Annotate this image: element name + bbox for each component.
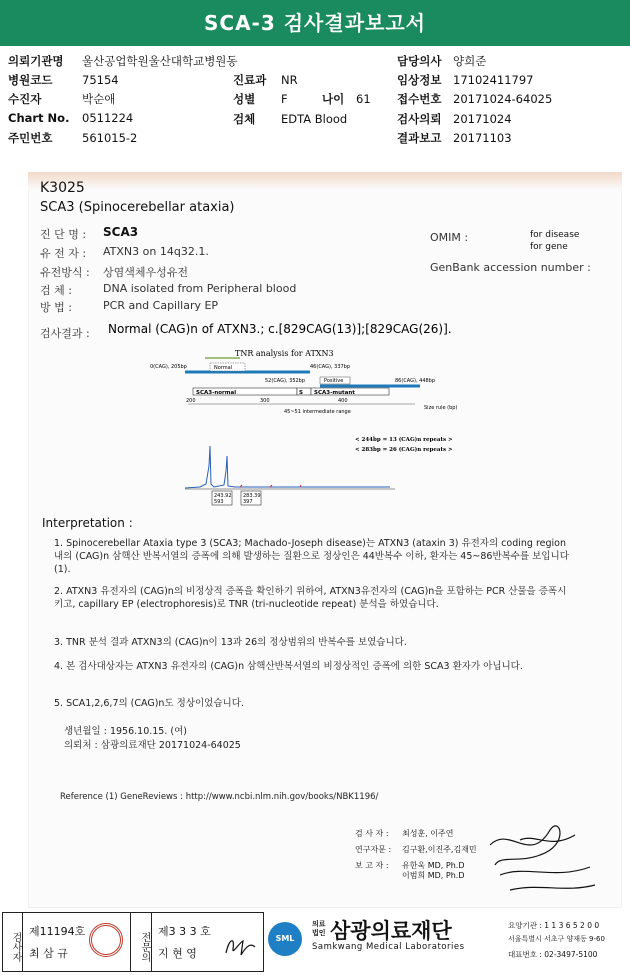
peak1-size: 243.92 xyxy=(214,493,232,499)
tnr-figure xyxy=(140,346,480,506)
institution-code: 요양기관 : 1 1 3 6 5 2 0 0 xyxy=(508,921,600,930)
fig-intermediate: 45~51 intermediate range xyxy=(284,409,351,415)
omim-gene: for gene xyxy=(530,242,568,252)
fig-repeat2: < 283bp = 26 (CAG)n repeats > xyxy=(355,447,453,453)
handwritten-signature xyxy=(480,805,600,900)
clinical-label: 임상정보 xyxy=(397,73,442,87)
test-name: SCA3 (Spinocerebellar ataxia) xyxy=(40,200,235,215)
foundation-name: 삼광의료재단 xyxy=(330,919,452,943)
request-label: 검사의뢰 xyxy=(397,112,442,126)
specimen2-label: 검 체 : xyxy=(40,284,72,297)
fig-bar-mutant: SCA3-mutant xyxy=(314,390,355,396)
age-label: 나이 xyxy=(322,92,345,106)
age-value: 61 xyxy=(356,92,371,106)
reference: Reference (1) GeneReviews : http://www.ncbi.nlm.nih.gov/books/NBK1196/ xyxy=(60,792,379,802)
resident-value: 561015-2 xyxy=(82,131,138,145)
scan-top-band xyxy=(28,172,622,190)
chart-value: 0511224 xyxy=(82,111,134,125)
fig-left-label: 0(CAG), 205bp xyxy=(150,364,187,370)
foundation-block xyxy=(268,912,626,972)
requester: 의뢰처 : 삼광의료재단 20171024-64025 xyxy=(64,740,241,751)
fig-axis-unit: Size rule (bp) xyxy=(424,405,458,411)
fig-right-label: 46(CAG), 337bp xyxy=(310,364,351,370)
box2-label: 전문의 xyxy=(130,913,152,971)
fig-normal-box: Normal xyxy=(214,365,233,371)
box1-label: 검사자 xyxy=(3,913,23,971)
report-date-value: 20171103 xyxy=(453,131,512,145)
address: 서울특별시 서초구 양재동 9-60 xyxy=(508,935,605,943)
advisor-label: 연구자문 : xyxy=(355,845,392,854)
diag-label: 진 단 명 : xyxy=(40,228,87,241)
peak2-height: 397 xyxy=(243,499,253,505)
phone: 대표번호 : 02-3497-5100 xyxy=(508,950,598,959)
patient-label: 수진자 xyxy=(8,92,42,106)
foundation-english: Samkwang Medical Laboratories xyxy=(312,942,465,952)
chart-label: Chart No. xyxy=(8,111,70,125)
request-value: 20171024 xyxy=(453,112,512,126)
hospital-code-value: 75154 xyxy=(82,73,119,87)
doctor-signature xyxy=(221,931,259,961)
omim-label: OMIM : xyxy=(430,231,469,244)
name2: 지 현 영 xyxy=(158,947,197,960)
fig-axis-400: 400 xyxy=(338,398,348,404)
gene-label: 유 전 자 : xyxy=(40,247,87,260)
dept-value: NR xyxy=(281,73,298,87)
advisor-value: 김구환,이진주,김재민 xyxy=(402,845,477,854)
gene-value: ATXN3 on 14q32.1. xyxy=(103,245,209,258)
resident-label: 주민번호 xyxy=(8,131,53,145)
method-label: 방 법 : xyxy=(40,301,72,314)
fig-bar-normal: SCA3-normal xyxy=(196,390,237,396)
interp-p3: 3. TNR 분석 결과 ATXN3의 (CAG)n이 13과 26의 정상범위의 반복수를 보였습니다. xyxy=(54,637,407,648)
receipt-value: 20171024-64025 xyxy=(453,92,553,106)
license2: 제3 3 3 호 xyxy=(158,925,211,938)
tester-value: 최성훈, 이주연 xyxy=(402,829,454,838)
specimen-label: 검체 xyxy=(233,112,256,126)
signature-boxes xyxy=(2,912,264,972)
peak2-size: 283.39 xyxy=(243,493,261,499)
fig-positive-box: Positive xyxy=(324,378,344,384)
result-value: Normal (CAG)n of ATXN3.; c.[829CAG(13)];[829CAG(26)]. xyxy=(108,322,452,336)
foundation-small: 의료법인 xyxy=(312,920,326,937)
clinical-value: 17102411797 xyxy=(453,73,534,87)
test-code: K3025 xyxy=(40,180,85,196)
figure-title: TNR analysis for ATXN3 xyxy=(235,349,334,358)
interp-p1: 1. Spinocerebellar Ataxia type 3 (SCA3; Machado-Joseph disease)는 ATXN3 (ataxin 3) 유전자의 coding region 내의 (CAG)n 삼핵산 반복서열의 증폭에 의해 발생하는 질환으로 정상인은 44반복수 이하, 환자는 45~86반복수를 보입니다 (1). xyxy=(54,538,569,575)
peak1-height: 593 xyxy=(214,499,224,505)
method-value: PCR and Capillary EP xyxy=(103,299,219,312)
interpretation-heading: Interpretation : xyxy=(42,516,133,530)
interp-p2: 2. ATXN3 유전자의 (CAG)n의 비정상적 증폭을 확인하기 위하여, ATXN3유전자의 (CAG)n을 포함하는 PCR 산물을 증폭시키고, capillary EP (electrophoresis)로 TNR (tri-nucleotide repeat) 분석을 하였습니다. xyxy=(54,586,567,610)
reporter-2: 이범희 MD, Ph.D xyxy=(402,871,465,880)
diag-value: SCA3 xyxy=(103,225,139,239)
fig-far-right-label: 86(CAG), 448bp xyxy=(395,378,436,384)
patient-value: 박순애 xyxy=(82,92,116,106)
fig-axis-300: 300 xyxy=(260,398,270,404)
fig-repeat1: < 244bp = 13 (CAG)n repeats > xyxy=(355,437,453,443)
dept-label: 진료과 xyxy=(233,73,267,87)
report-title: SCA-3 검사결과보고서 xyxy=(0,0,630,46)
seal-stamp xyxy=(89,923,123,957)
license1: 제11194호 xyxy=(29,925,86,938)
interp-p4: 4. 본 검사대상자는 ATXN3 유전자의 (CAG)n 삼핵산반복서열의 비정상적인 증폭에 의한 SCA3 환자가 아닙니다. xyxy=(54,661,523,672)
birth-date: 생년월일 : 1956.10.15. (여) xyxy=(64,726,187,737)
fig-bar-s: S xyxy=(299,390,303,396)
reporter-1: 유한욱 MD, Ph.D xyxy=(402,861,465,870)
result-label: 검사결과 : xyxy=(40,327,90,340)
sex-value: F xyxy=(281,92,288,106)
reporter-label: 보 고 자 : xyxy=(355,861,389,870)
tester-label: 검 사 자 : xyxy=(355,829,389,838)
institution-label: 의뢰기관명 xyxy=(8,54,64,68)
name1: 최 삼 규 xyxy=(29,947,68,960)
specimen-value: EDTA Blood xyxy=(281,112,348,126)
institution-value: 울산공업학원울산대학교병원동 xyxy=(82,54,238,68)
inherit-value: 상염색체우성유전 xyxy=(103,266,189,279)
sml-logo-icon: SML xyxy=(268,922,302,956)
receipt-label: 접수번호 xyxy=(397,92,442,106)
omim-disease: for disease xyxy=(530,230,580,240)
sex-label: 성별 xyxy=(233,92,256,106)
report-date-label: 결과보고 xyxy=(397,131,442,145)
fig-mid-label: 52(CAG), 352bp xyxy=(265,378,306,384)
fig-axis-200: 200 xyxy=(186,398,196,404)
hospital-code-label: 병원코드 xyxy=(8,73,53,87)
interp-p5: 5. SCA1,2,6,7의 (CAG)n도 정상이었습니다. xyxy=(54,698,244,709)
inherit-label: 유전방식 : xyxy=(40,266,90,279)
specimen2-value: DNA isolated from Peripheral blood xyxy=(103,282,297,295)
genbank-label: GenBank accession number : xyxy=(430,261,591,274)
doctor-value: 양희준 xyxy=(453,54,487,68)
doctor-label: 담당의사 xyxy=(397,54,442,68)
